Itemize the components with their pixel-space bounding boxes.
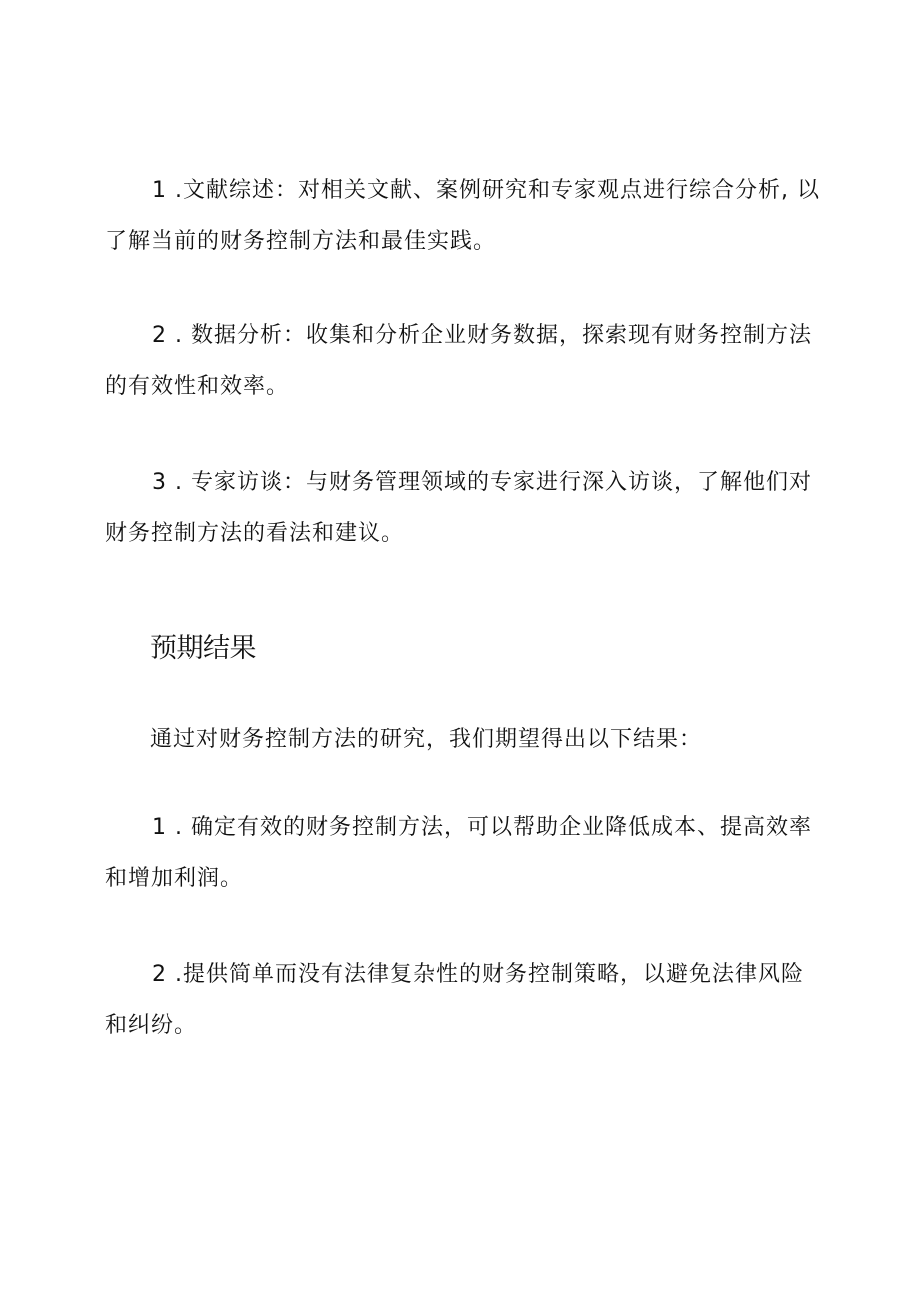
paragraph-line: 2 .提供简单而没有法律复杂性的财务控制策略，以避免法律风险 (152, 962, 804, 987)
paragraph-line: 和增加利润。 (105, 866, 244, 891)
paragraph-line: 了解当前的财务控制方法和最佳实践。 (105, 229, 497, 254)
section-intro: 通过对财务控制方法的研究，我们期望得出以下结果： (150, 727, 703, 752)
paragraph-line: 1 . 确定有效的财务控制方法，可以帮助企业降低成本、提高效率 (152, 815, 812, 840)
paragraph-line: 2 . 数据分析：收集和分析企业财务数据，探索现有财务控制方法 (152, 323, 812, 348)
paragraph-line: 财务控制方法的看法和建议。 (105, 521, 405, 546)
section-heading: 预期结果 (150, 633, 256, 664)
paragraph-line: 3 . 专家访谈：与财务管理领域的专家进行深入访谈，了解他们对 (152, 470, 812, 495)
paragraph-line: 1 .文献综述：对相关文献、案例研究和专家观点进行综合分析, 以 (152, 178, 820, 203)
paragraph-line: 的有效性和效率。 (105, 374, 290, 399)
paragraph-line: 和纠纷。 (105, 1013, 198, 1038)
